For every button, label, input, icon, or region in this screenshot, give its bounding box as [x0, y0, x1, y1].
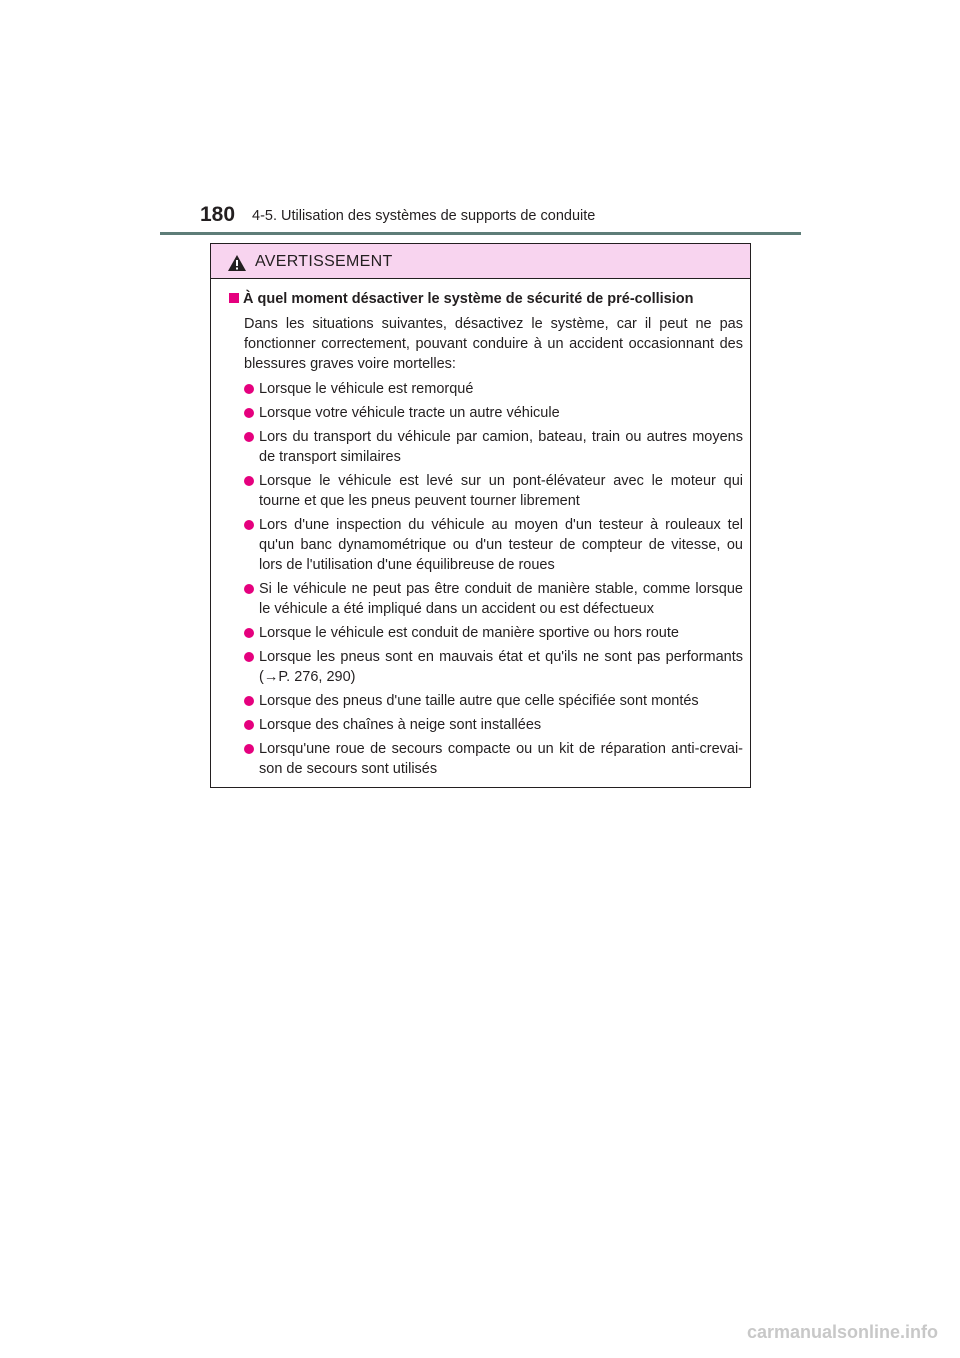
page-header: [200, 203, 800, 229]
pink-dot-icon: [244, 584, 254, 594]
list-item: [244, 427, 743, 467]
list-item-text: Lorsque le véhicule est conduit de manière sportive ou hors route: [259, 625, 679, 641]
pink-dot-icon: [244, 628, 254, 638]
warning-triangle-icon: [227, 254, 247, 272]
list-item-text: Lorsqu'une roue de secours compacte ou un kit de réparation anti-crevai-son de secours sont utilisés: [259, 741, 743, 777]
list-item: [244, 515, 743, 575]
list-item: [244, 739, 743, 779]
pink-dot-icon: [244, 408, 254, 418]
list-item-text: Lorsque des pneus d'une taille autre que celle spécifiée sont montés: [259, 693, 699, 709]
list-item: [244, 691, 743, 711]
list-item: [244, 579, 743, 619]
warning-header: [211, 244, 750, 279]
warning-heading: [229, 289, 743, 309]
pink-dot-icon: [244, 696, 254, 706]
list-item-text: Lorsque votre véhicule tracte un autre véhicule: [259, 405, 560, 421]
warning-intro: Dans les situations suivantes, désactivez le système, car il peut ne pas fonctionner correctement, pouvant conduire à un accident occasionnant des blessures graves voire mortelles:: [244, 316, 743, 372]
pink-dot-icon: [244, 652, 254, 662]
section-title: 4-5. Utilisation des systèmes de supports de conduite: [252, 208, 596, 224]
pink-dot-icon: [244, 476, 254, 486]
watermark: carmanualsonline.info: [746, 1322, 938, 1342]
list-item: [244, 403, 743, 423]
warning-heading-text: À quel moment désactiver le système de sécurité de pré-collision: [243, 291, 694, 307]
warning-list: [229, 379, 743, 779]
header-rule: [160, 232, 801, 235]
list-item: [244, 715, 743, 735]
list-item: [244, 379, 743, 399]
warning-box: [210, 243, 751, 788]
pink-dot-icon: [244, 520, 254, 530]
list-item-text: Lorsque les pneus sont en mauvais état et qu'ils ne sont pas performants (→P. 276, 290): [259, 649, 743, 685]
warning-body: [211, 279, 750, 779]
list-item-text: Lors du transport du véhicule par camion, bateau, train ou autres moyens de transport similaires: [259, 429, 743, 465]
list-item: [244, 647, 743, 687]
warning-title: AVERTISSEMENT: [255, 253, 393, 270]
list-item-text: Si le véhicule ne peut pas être conduit de manière stable, comme lorsque le véhicule a été impliqué dans un accident ou est défectueux: [259, 581, 743, 617]
list-item-text: Lorsque le véhicule est levé sur un pont-élévateur avec le moteur qui tourne et que les pneus peuvent tourner librement: [259, 473, 743, 509]
pink-dot-icon: [244, 384, 254, 394]
list-item-text: Lorsque le véhicule est remorqué: [259, 381, 474, 397]
list-item: [244, 623, 743, 643]
pink-square-icon: [229, 293, 239, 303]
list-item-text: Lors d'une inspection du véhicule au moyen d'un testeur à rouleaux tel qu'un banc dynamométrique ou d'un testeur de compteur de vitesse, ou lors de l'utilisation d'une équilibreuse de roues: [259, 517, 743, 573]
pink-dot-icon: [244, 432, 254, 442]
page-number: 180: [200, 203, 236, 226]
list-item: [244, 471, 743, 511]
pink-dot-icon: [244, 744, 254, 754]
pink-dot-icon: [244, 720, 254, 730]
list-item-text: Lorsque des chaînes à neige sont installées: [259, 717, 542, 733]
